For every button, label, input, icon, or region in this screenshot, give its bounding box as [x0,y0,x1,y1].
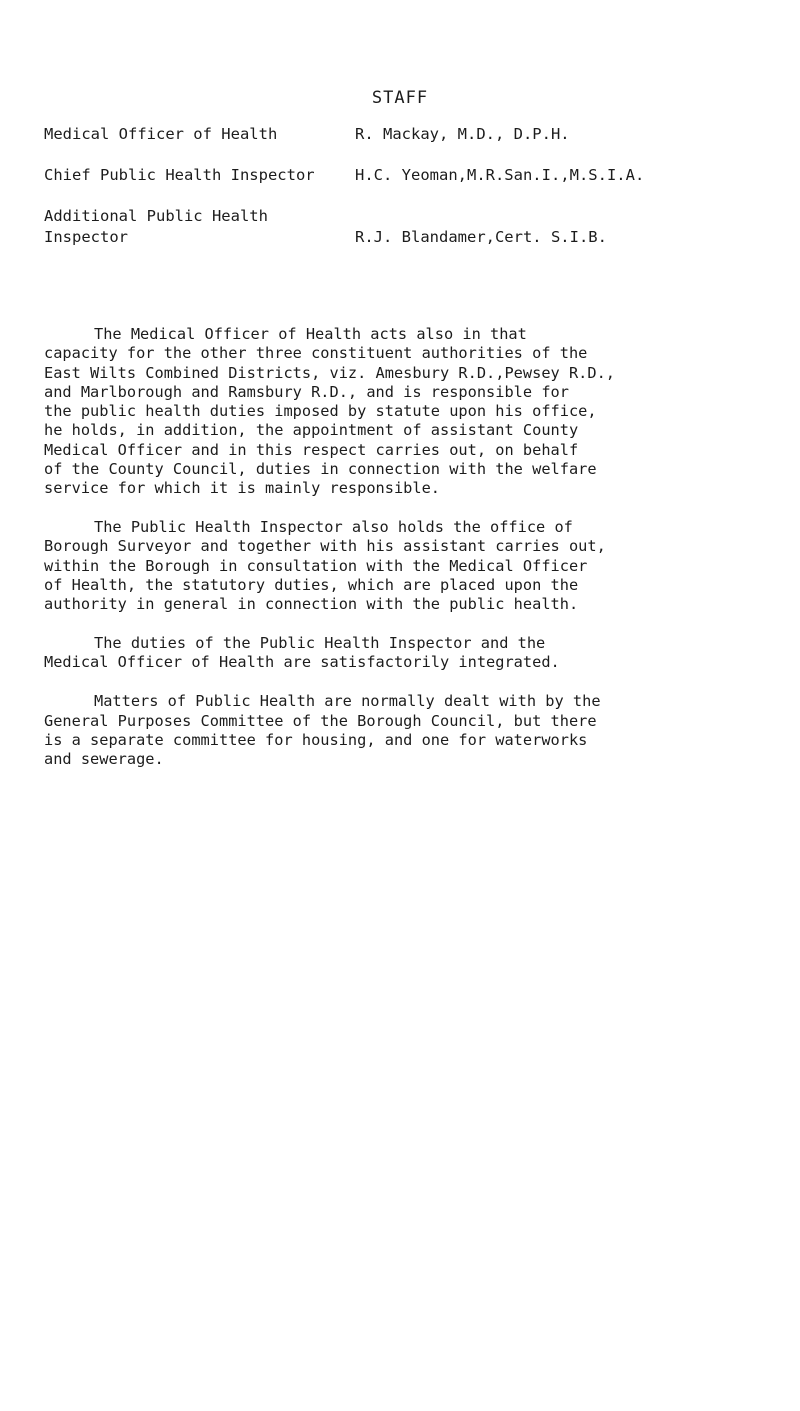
staff-row [44,206,784,248]
staff-role: Chief Public Health Inspector [44,166,315,184]
paragraph: The Public Health Inspector also holds the office of Borough Surveyor and together with his assistant carries out, within the Borough in consultation with the Medical Officer of Health, the statutory duties, which are placed upon the authority in general in connection with the public health. [44,518,606,614]
staff-row [44,124,784,145]
paragraph: The Medical Officer of Health acts also in that capacity for the other three constituent authorities of the East Wilts Combined Districts, viz. Amesbury R.D.,Pewsey R.D., and Marlborough and Ramsbury R.D., and is responsible for the public health duties imposed by statute upon his office, he holds, in addition, the appointment of assistant County Medical Officer and in this respect carries out, on behalf of the County Council, duties in connection with the welfare service for which it is mainly responsible. [44,325,615,498]
body-text [44,325,744,789]
paragraph: The duties of the Public Health Inspector and the Medical Officer of Health are satisfactorily integrated. [44,634,560,672]
staff-name: R.J. Blandamer,Cert. S.I.B. [355,228,607,246]
page-title: STAFF [371,88,429,108]
paragraph: Matters of Public Health are normally dealt with by the General Purposes Committee of the Borough Council, but there is a separate committee for housing, and one for waterworks and sewerage. [44,692,601,769]
staff-name: R. Mackay, M.D., D.P.H. [355,125,570,143]
staff-list [44,124,784,268]
staff-role: Additional Public Health Inspector [44,207,268,246]
staff-row [44,165,784,186]
staff-name: H.C. Yeoman,M.R.San.I.,M.S.I.A. [355,166,645,184]
staff-role: Medical Officer of Health [44,125,278,143]
